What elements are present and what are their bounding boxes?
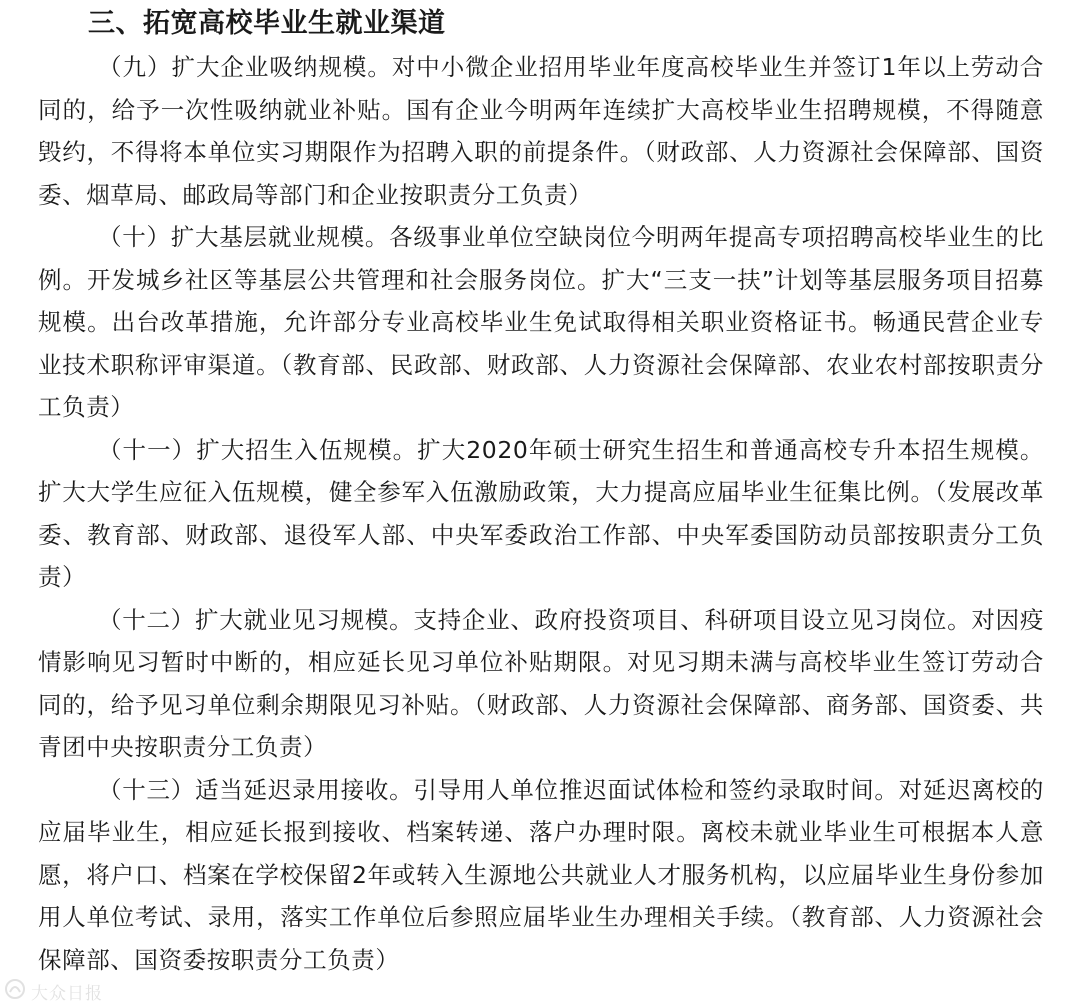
document-body (38, 0, 1044, 981)
watermark (4, 978, 103, 1004)
paragraph-13: （十三）适当延迟录用接收。引导用人单位推迟面试体检和签约录取时间。对延迟离校的应届毕业生，相应延长报到接收、档案转递、落户办理时限。离校未就业毕业生可根据本人意愿，将户口、档案在学校保留2年或转入生源地公共就业人才服务机构，以应届毕业生身份参加用人单位考试、录用，落实工作单位后参照应届毕业生办理相关手续。（教育部、人力资源社会保障部、国资委按职责分工负责） (38, 775, 1044, 974)
watermark-logo-icon (4, 978, 26, 1004)
paragraph-9: （九）扩大企业吸纳规模。对中小微企业招用毕业年度高校毕业生并签订1年以上劳动合同的，给予一次性吸纳就业补贴。国有企业今明两年连续扩大高校毕业生招聘规模，不得随意毁约，不得将本单位实习期限作为招聘入职的前提条件。（财政部、人力资源社会保障部、国资委、烟草局、邮政局等部门和企业按职责分工负责） (38, 53, 1044, 209)
watermark-text: 大众日报 (31, 983, 103, 1004)
paragraph-12: （十二）扩大就业见习规模。支持企业、政府投资项目、科研项目设立见习岗位。对因疫情影响见习暂时中断的，相应延长见习单位补贴期限。对见习期未满与高校毕业生签订劳动合同的，给予见习单位剩余期限见习补贴。（财政部、人力资源社会保障部、商务部、国资委、共青团中央按职责分工负责） (38, 605, 1044, 761)
section-heading: 三、拓宽高校毕业生就业渠道 (88, 8, 446, 39)
paragraph-11: （十一）扩大招生入伍规模。扩大2020年硕士研究生招生和普通高校专升本招生规模。扩大大学生应征入伍规模，健全参军入伍激励政策，大力提高应届毕业生征集比例。（发展改革委、教育部、财政部、退役军人部、中央军委政治工作部、中央军委国防动员部按职责分工负责） (38, 435, 1044, 591)
paragraph-10: （十）扩大基层就业规模。各级事业单位空缺岗位今明两年提高专项招聘高校毕业生的比例。开发城乡社区等基层公共管理和社会服务岗位。扩大“三支一扶”计划等基层服务项目招募规模。出台改革措施，允许部分专业高校毕业生免试取得相关职业资格证书。畅通民营企业专业技术职称评审渠道。（教育部、民政部、财政部、人力资源社会保障部、农业农村部按职责分工负责） (38, 223, 1044, 421)
